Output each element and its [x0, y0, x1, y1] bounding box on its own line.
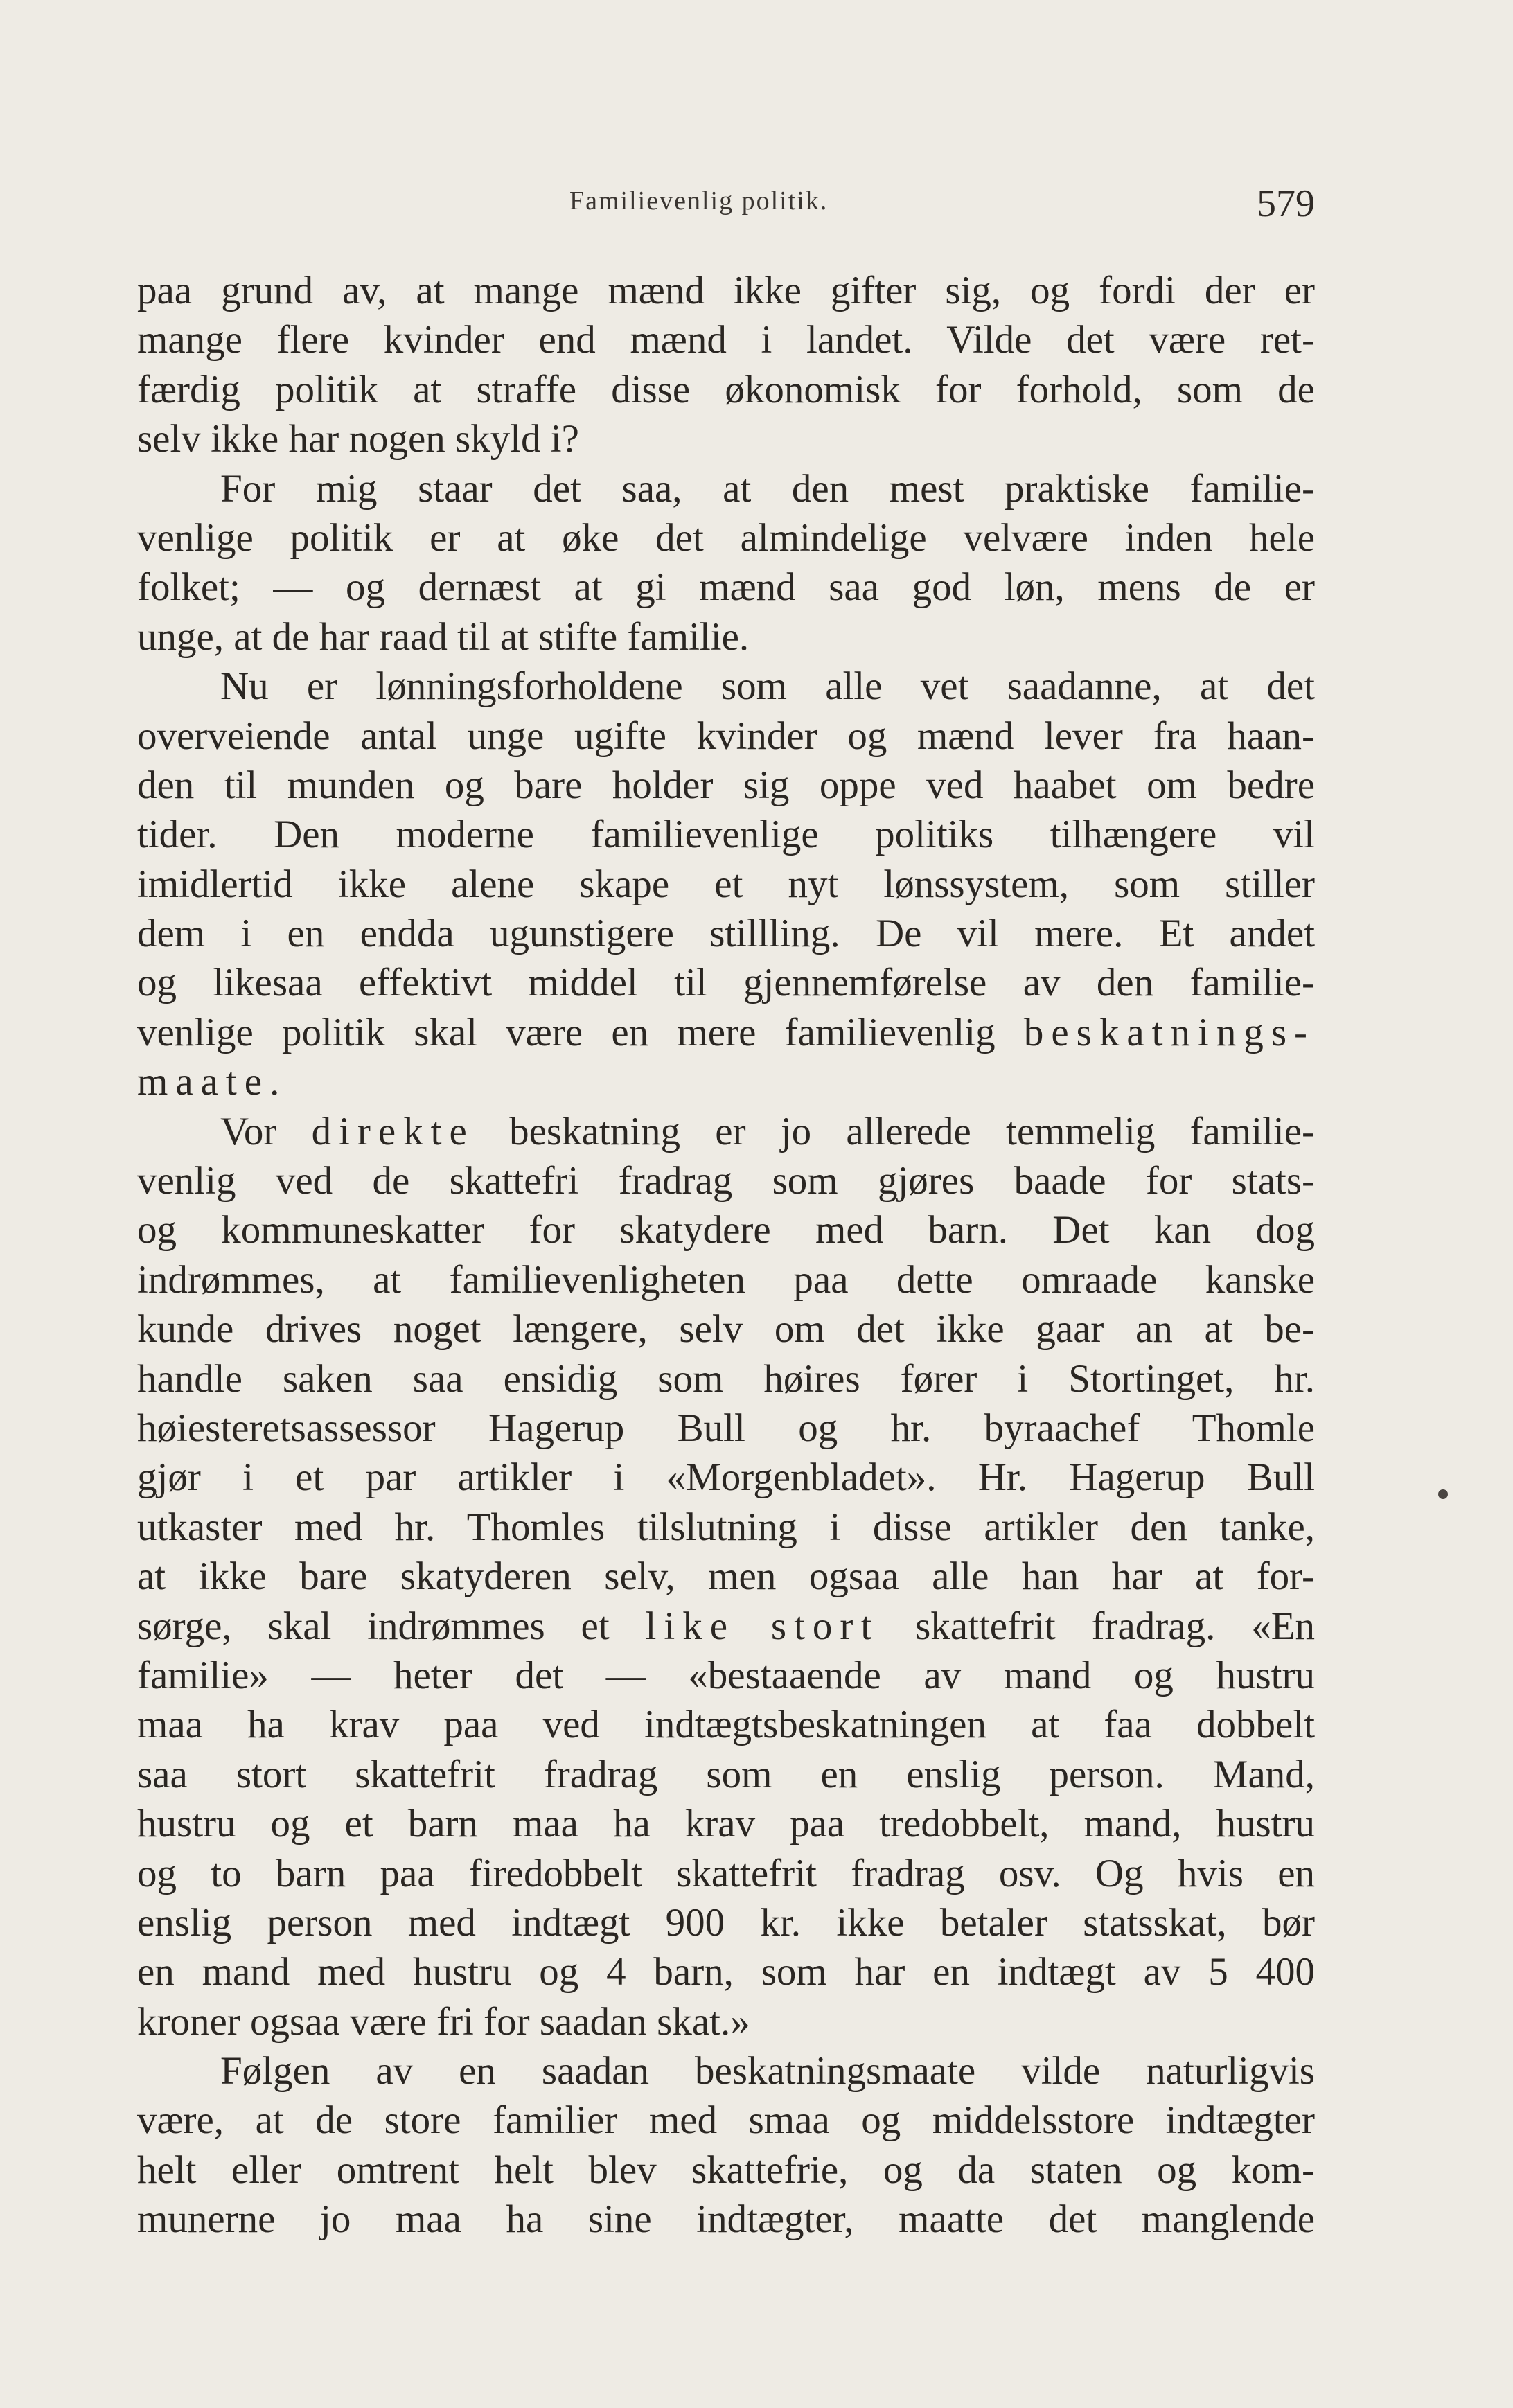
emphasized-text: like: [645, 1604, 736, 1648]
text-line: en mand med hustru og 4 barn, som har en indtægt av 5 400: [137, 1950, 1315, 1994]
text-span: venlige politik skal være en mere familievenlig: [137, 1010, 1024, 1054]
text-line: gjør i et par artikler i «Morgenbladet». Hr. Hagerup Bull: [137, 1455, 1315, 1500]
text-line: Følgen av en saadan beskatningsmaate vilde naturligvis: [220, 2049, 1315, 2093]
text-span: Vor: [220, 1109, 312, 1153]
text-span: .: [269, 1060, 280, 1104]
text-line: færdig politik at straffe disse økonomisk for forhold, som de: [137, 367, 1315, 411]
ink-speck: [1438, 1489, 1448, 1499]
text-line: For mig staar det saa, at den mest praktiske familie-: [220, 466, 1315, 511]
text-line: dem i en endda ugunstigere stillling. De vil mere. Et andet: [137, 912, 1315, 956]
text-line: selv ikke har nogen skyld i?: [137, 417, 579, 461]
text-line: hustru og et barn maa ha krav paa tredobbelt, mand, hustru: [137, 1802, 1315, 1846]
text-line: og to barn paa firedobbelt skattefrit fradrag osv. Og hvis en: [137, 1851, 1315, 1895]
text-line: utkaster med hr. Thomles tilslutning i disse artikler den tanke,: [137, 1505, 1315, 1549]
text-line: folket; — og dernæst at gi mænd saa god løn, mens de er: [137, 565, 1315, 610]
text-line: venlige politik er at øke det almindelige velvære inden hele: [137, 515, 1315, 560]
text-line: at ikke bare skatyderen selv, men ogsaa alle han har at for-: [137, 1555, 1315, 1599]
page-number: 579: [1257, 182, 1315, 225]
text-span: beskatning er jo allerede temmelig familie-: [474, 1109, 1315, 1153]
text-span: skattefrit fradrag. «En: [879, 1604, 1315, 1648]
text-span: [735, 1604, 771, 1648]
text-line: være, at de store familier med smaa og middelsstore indtægter: [137, 2098, 1315, 2143]
text-line: høiesteretsassessor Hagerup Bull og hr. byraachef Thomle: [137, 1406, 1315, 1450]
text-line: familie» — heter det — «bestaaende av mand og hustru: [137, 1653, 1315, 1697]
text-line: [137, 1602, 1315, 1651]
text-line: [137, 1107, 1315, 1156]
text-line: venlig ved de skattefri fradrag som gjøres baade for stats-: [137, 1159, 1315, 1203]
text-line: saa stort skattefrit fradrag som en enslig person. Mand,: [137, 1752, 1315, 1796]
text-line: mange flere kvinder end mænd i landet. Vilde det være ret-: [137, 318, 1315, 362]
text-span: sørge, skal indrømmes et: [137, 1604, 646, 1648]
text-line: kunde drives noget længere, selv om det ikke gaar an at be-: [137, 1307, 1315, 1352]
running-title: Familievenlig politik.: [569, 186, 829, 215]
text-line: handle saken saa ensidig som høires fører i Stortinget, hr.: [137, 1356, 1315, 1401]
emphasized-text: direkte: [311, 1109, 475, 1153]
emphasized-text: maate: [137, 1060, 270, 1104]
text-line: den til munden og bare holder sig oppe ved haabet om bedre: [137, 763, 1315, 807]
page-header: [137, 182, 1315, 237]
text-line: tider. Den moderne familievenlige politiks tilhængere vil: [137, 813, 1315, 857]
text-line: helt eller omtrent helt blev skattefrie, og da staten og kom-: [137, 2148, 1315, 2192]
body-text: [137, 266, 1315, 2245]
text-line: [137, 1008, 1315, 1057]
text-line: maa ha krav paa ved indtægtsbeskatningen at faa dobbelt: [137, 1703, 1315, 1747]
text-line: munerne jo maa ha sine indtægter, maatte det manglende: [137, 2197, 1315, 2242]
text-line: imidlertid ikke alene skape et nyt lønssystem, som stiller: [137, 862, 1315, 906]
emphasized-text: beskatnings-: [1023, 1010, 1315, 1054]
text-line: indrømmes, at familievenligheten paa dette omraade kanske: [137, 1257, 1315, 1302]
text-line: enslig person med indtægt 900 kr. ikke betaler statsskat, bør: [137, 1900, 1315, 1945]
text-line: [137, 1057, 1315, 1106]
text-line: og kommuneskatter for skatydere med barn. Det kan dog: [137, 1208, 1315, 1252]
text-line: Nu er lønningsforholdene som alle vet saadanne, at det: [220, 664, 1315, 709]
text-line: kroner ogsaa være fri for saadan skat.»: [137, 1999, 750, 2044]
text-line: og likesaa effektivt middel til gjennemførelse av den familie-: [137, 961, 1315, 1005]
emphasized-text: stort: [770, 1604, 880, 1648]
text-line: paa grund av, at mange mænd ikke gifter sig, og fordi der er: [137, 269, 1315, 312]
text-line: overveiende antal unge ugifte kvinder og mænd lever fra haan-: [137, 714, 1315, 758]
text-line: unge, at de har raad til at stifte familie.: [137, 614, 750, 659]
